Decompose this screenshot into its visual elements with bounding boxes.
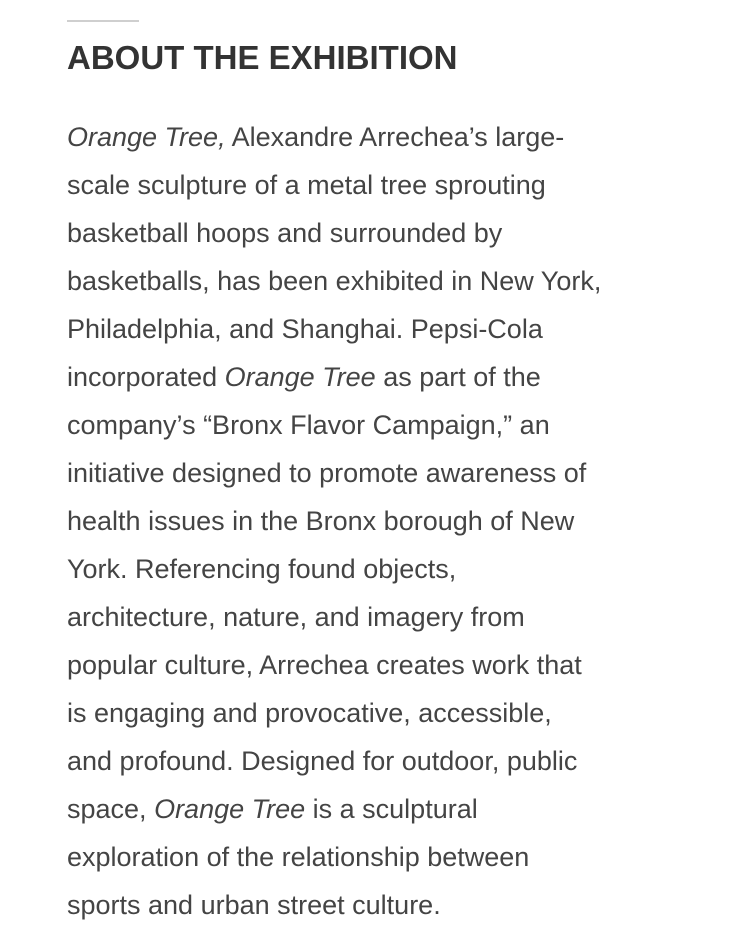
exhibition-description	[67, 113, 601, 929]
description-line: scale sculpture of a metal tree sprouting	[67, 170, 546, 200]
description-line: basketballs, has been exhibited in New York,	[67, 266, 602, 296]
description-line: and profound. Designed for outdoor, public	[67, 746, 578, 776]
description-line: architecture, nature, and imagery from	[67, 602, 525, 632]
line-text: incorporated	[67, 362, 225, 392]
description-line: York. Referencing found objects,	[67, 554, 457, 584]
description-line: exploration of the relationship between	[67, 842, 530, 872]
description-line: popular culture, Arrechea creates work that	[67, 650, 582, 680]
description-line: health issues in the Bronx borough of New	[67, 506, 575, 536]
artwork-title: Orange Tree,	[67, 122, 226, 152]
line-text: space,	[67, 794, 155, 824]
description-line: Philadelphia, and Shanghai. Pepsi-Cola	[67, 314, 543, 344]
description-line: is engaging and provocative, accessible,	[67, 698, 552, 728]
description-line: company’s “Bronx Flavor Campaign,” an	[67, 410, 550, 440]
artwork-title: Orange Tree	[154, 794, 306, 824]
artwork-title: Orange Tree	[224, 362, 376, 392]
description-line: sports and urban street culture.	[67, 890, 441, 920]
description-line	[67, 113, 601, 161]
description-line: initiative designed to promote awareness of	[67, 458, 587, 488]
description-line: basketball hoops and surrounded by	[67, 218, 503, 248]
description-line	[67, 353, 601, 401]
line-text: as part of the	[375, 362, 541, 392]
section-heading: ABOUT THE EXHIBITION	[67, 39, 458, 76]
description-line	[67, 785, 601, 833]
line-text: Alexandre Arrechea’s large-	[225, 122, 565, 152]
divider-rule	[67, 20, 139, 22]
line-text: is a sculptural	[305, 794, 478, 824]
